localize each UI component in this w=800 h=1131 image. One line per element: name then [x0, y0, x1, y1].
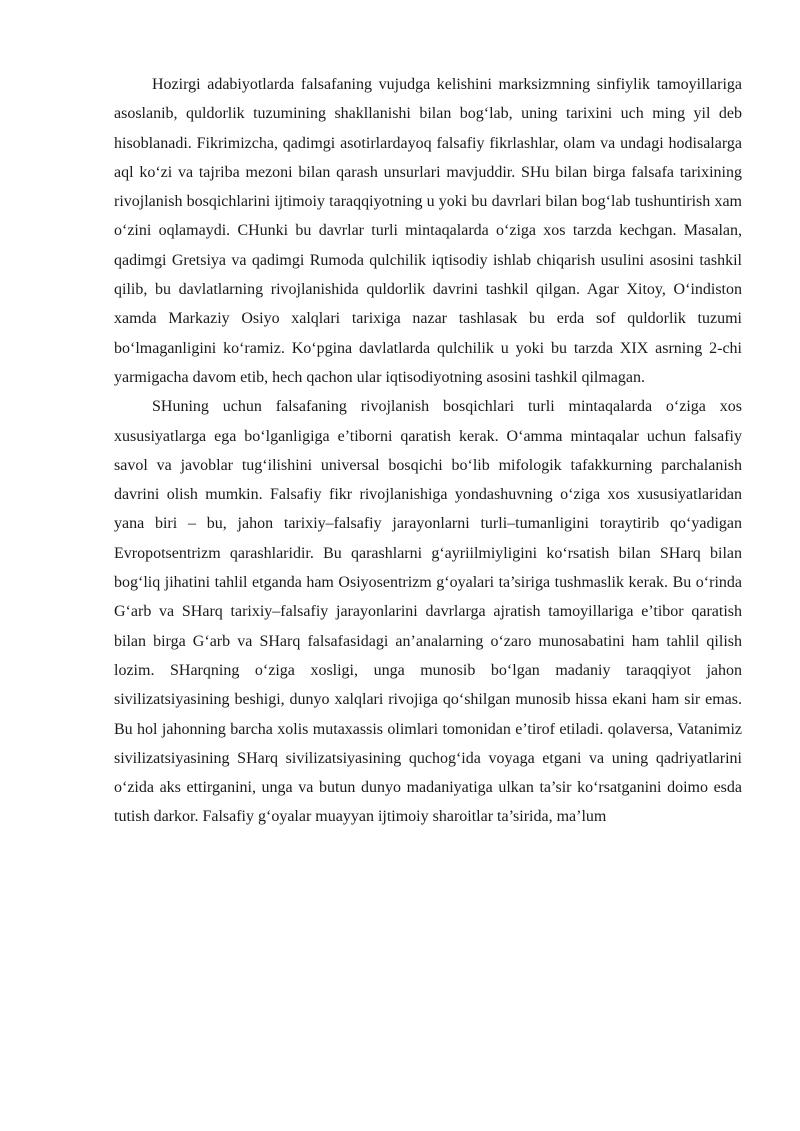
paragraph-1: Hozirgi adabiyotlarda falsafaning vujudga kelishini marksizmning sinfiylik tamoyillariga asoslanib, quldorlik tuzumining shakllanishi bilan bog‘lab, uning tarixini uch ming yil deb hisoblanadi. Fikrimizcha, qadimgi asotirlardayoq falsafiy fikrlashlar, olam va undagi hodisalarga aql ko‘zi va tajriba mezoni bilan qarash unsurlari mavjuddir. SHu bilan birga falsafa tarixining rivojlanish bosqichlarini ijtimoiy taraqqiyotning u yoki bu davrlari bilan bog‘lab tushuntirish xam o‘zini oqlamaydi. CHunki bu davrlar turli mintaqalarda o‘ziga xos tarzda kechgan. Masalan, qadimgi Gretsiya va qadimgi Rumoda qulchilik iqtisodiy ishlab chiqarish usulini asosini tashkil qilib, bu davlatlarning rivojlanishida quldorlik davrini tashkil qilgan. Agar Xitoy, O‘indiston xamda Markaziy Osiyo xalqlari tarixiga nazar tashlasak bu erda sof quldorlik tuzumi bo‘lmaganligini ko‘ramiz. Ko‘pgina davlatlarda qulchilik u yoki bu tarzda XIX asrning 2-chi yarmigacha davom etib, hech qachon ular iqtisodiyotning asosini tashkil qilmagan.: [114, 76, 742, 386]
document-page: [114, 70, 742, 832]
paragraph-2: SHuning uchun falsafaning rivojlanish bosqichlari turli mintaqalarda o‘ziga xos xususiyatlarga ega bo‘lganligiga e’tiborni qaratish kerak. O‘amma mintaqalar uchun falsafiy savol va javoblar tug‘ilishini universal bosqichi bo‘lib mifologik tafakkurning parchalanish davrini olish mumkin. Falsafiy fikr rivojlanishiga yondashuvning o‘ziga xos xususiyatlaridan yana biri – bu, jahon tarixiy–falsafiy jarayonlarni turli–tumanligini toraytirib qo‘yadigan Evropotsentrizm qarashlaridir. Bu qarashlarni g‘ayriilmiyligini ko‘rsatish bilan SHarq bilan bog‘liq jihatini tahlil etganda ham Osiyosentrizm g‘oyalari ta’siriga tushmaslik kerak. Bu o‘rinda G‘arb va SHarq tarixiy–falsafiy jarayonlarini davrlarga ajratish tamoyillariga e’tibor qaratish bilan birga G‘arb va SHarq falsafasidagi an’analarning o‘zaro munosabatini ham tahlil qilish lozim. SHarqning o‘ziga xosligi, unga munosib bo‘lgan madaniy taraqqiyot jahon sivilizatsiyasining beshigi, dunyo xalqlari rivojiga qo‘shilgan munosib hissa ekani ham sir emas. Bu hol jahonning barcha xolis mutaxassis olimlari tomonidan e’tirof etiladi. qolaversa, Vatanimiz sivilizatsiyasining SHarq sivilizatsiyasining quchog‘ida voyaga etgani va uning qadriyatlarini o‘zida aks ettirganini, unga va butun dunyo madaniyatiga ulkan ta’sir ko‘rsatganini doimo esda tutish darkor. Falsafiy g‘oyalar muayyan ijtimoiy sharoitlar ta’sirida, ma’lum: [114, 398, 742, 826]
